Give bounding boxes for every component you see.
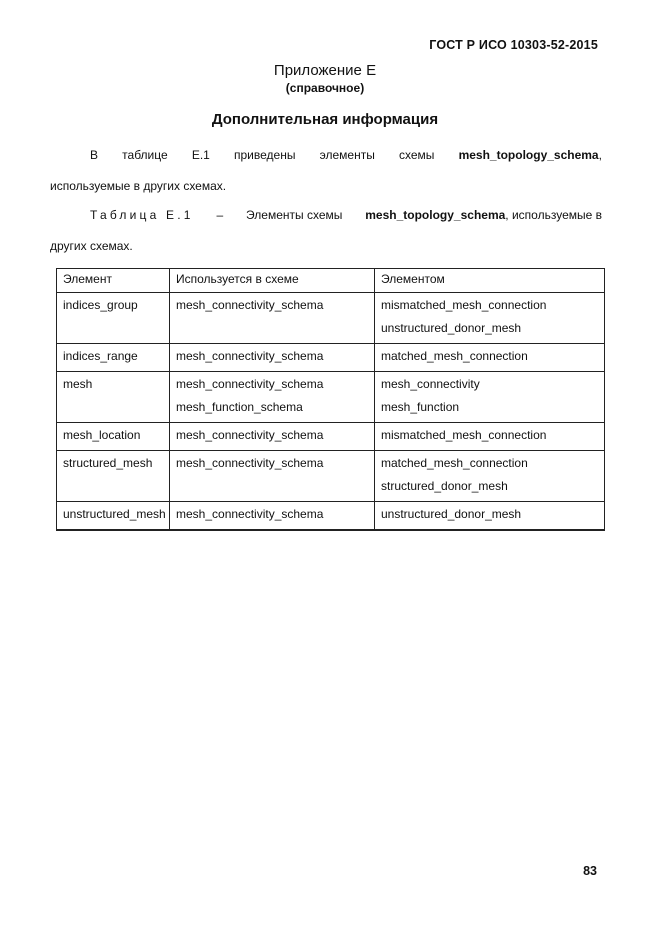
intro-first-line [50, 140, 602, 171]
schema-cell [170, 423, 375, 451]
element-cell [57, 293, 170, 344]
section-title: Дополнительная информация [211, 111, 439, 128]
schema-name: mesh_function_schema [176, 400, 303, 414]
intro-tail: , [598, 148, 602, 162]
caption-schema-name: mesh_topology_schema [365, 208, 506, 222]
intro-schema-name: mesh_topology_schema [458, 148, 599, 162]
schema-cell [170, 344, 375, 372]
schema-cell [170, 502, 375, 531]
table-row [57, 423, 605, 451]
used-by-entity: matched_mesh_connection [381, 349, 528, 363]
used-by-entity: mesh_connectivity [381, 377, 480, 391]
schema-name: mesh_connectivity_schema [176, 298, 324, 312]
elements-table [56, 268, 605, 531]
element-name: indices_group [63, 298, 138, 312]
appendix-title: Приложение Е [273, 62, 377, 79]
intro-continuation: используемые в других схемах. [50, 179, 227, 193]
appendix-subtitle: (справочное) [285, 81, 365, 95]
intro-word: В [90, 148, 99, 162]
intro-word: схемы [398, 148, 435, 162]
column-header-schema: Используется в схеме [170, 269, 375, 293]
element-name: unstructured_mesh [63, 507, 166, 521]
schema-name: mesh_connectivity_schema [176, 456, 324, 470]
element-cell [57, 372, 170, 423]
intro-schema-group [459, 140, 602, 171]
used-by-cell [375, 502, 605, 531]
used-by-cell [375, 372, 605, 423]
element-cell [57, 423, 170, 451]
caption-continuation: других схемах. [50, 239, 133, 253]
used-by-entity: unstructured_donor_mesh [381, 507, 522, 521]
caption-label: Таблица Е.1 [90, 208, 194, 222]
element-cell [57, 451, 170, 502]
used-by-entity: unstructured_donor_mesh [381, 321, 522, 335]
schema-name: mesh_connectivity_schema [176, 349, 324, 363]
used-by-entity: mesh_function [381, 400, 460, 414]
used-by-cell [375, 344, 605, 372]
intro-paragraph [50, 140, 602, 202]
caption-text-before: Элементы схемы [246, 208, 343, 222]
schema-cell [170, 293, 375, 344]
element-cell [57, 344, 170, 372]
schema-cell [170, 451, 375, 502]
caption-dash: – [216, 208, 224, 222]
column-header-used-by: Элементом [375, 269, 605, 293]
caption-text-after: , используемые в [505, 208, 602, 222]
table-header-row [57, 269, 605, 293]
caption-first-line [50, 200, 602, 231]
intro-word: Е.1 [191, 148, 210, 162]
page-number: 83 [583, 864, 597, 878]
caption-schema-group [365, 200, 602, 231]
intro-word: таблице [122, 148, 168, 162]
schema-cell [170, 372, 375, 423]
table-caption [50, 200, 602, 262]
used-by-entity: mismatched_mesh_connection [381, 298, 547, 312]
schema-name: mesh_connectivity_schema [176, 377, 324, 391]
element-cell [57, 502, 170, 531]
used-by-entity: structured_donor_mesh [381, 479, 508, 493]
table-row [57, 372, 605, 423]
used-by-entity: matched_mesh_connection [381, 456, 528, 470]
schema-name: mesh_connectivity_schema [176, 428, 324, 442]
element-name: indices_range [63, 349, 138, 363]
intro-word: приведены [234, 148, 296, 162]
intro-word: элементы [319, 148, 375, 162]
table-row [57, 451, 605, 502]
used-by-entity: mismatched_mesh_connection [381, 428, 547, 442]
used-by-cell [375, 423, 605, 451]
element-name: structured_mesh [63, 456, 153, 470]
used-by-cell [375, 451, 605, 502]
table-row [57, 502, 605, 531]
element-name: mesh_location [63, 428, 141, 442]
document-code: ГОСТ Р ИСО 10303-52-2015 [429, 38, 598, 52]
table-row [57, 344, 605, 372]
used-by-cell [375, 293, 605, 344]
element-name: mesh [63, 377, 93, 391]
schema-name: mesh_connectivity_schema [176, 507, 324, 521]
table-row [57, 293, 605, 344]
column-header-element: Элемент [57, 269, 170, 293]
